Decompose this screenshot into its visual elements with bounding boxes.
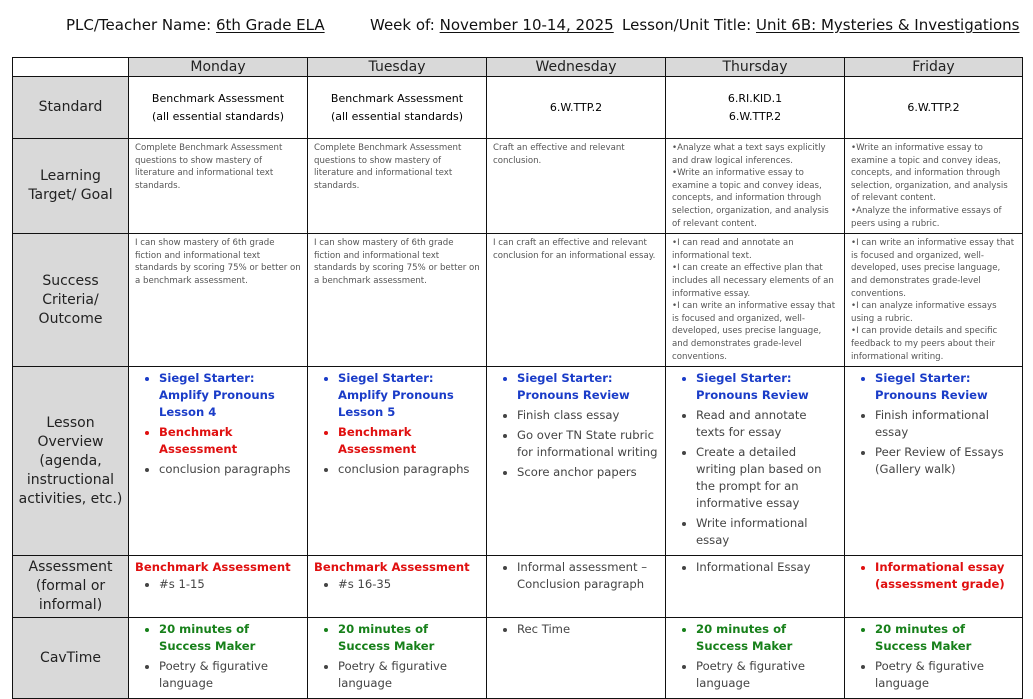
list-item: • Rec Time [517,621,659,638]
learning-target-cell-friday [845,139,1023,234]
day-thursday: Thursday [666,58,845,77]
list-item: • 20 minutes of Success Maker [696,621,838,655]
text-line: •Analyze what a text says explicitly and draw logical inferences. [672,143,826,166]
text-line: •Write an informative essay to examine a topic and convey ideas, concepts, and information through selection, organization, and analysis of relevant content. [851,143,1008,204]
lesson-title-field [622,16,1019,34]
text-line: •Analyze the informative essays of peers using a rubric. [851,205,1002,229]
lesson-label: Lesson/Unit Title: [622,16,752,34]
text-line: Complete Benchmark Assessment questions to show mastery of literature and informational text standards. [314,143,462,191]
lesson-plan-table [12,57,1023,699]
cavtime-cell-friday [845,618,1023,699]
row-label-lesson-overview: Lesson Overview (agenda, instructional activities, etc.) [13,367,129,556]
week-value: November 10-14, 2025 [439,16,614,34]
standard-cell-tuesday [308,77,487,139]
day-header-row [13,58,1023,77]
list-item: • Siegel Starter: Amplify Pronouns Lesson 4 [159,370,301,421]
text-line: •Write an informative essay to examine a topic and convey ideas, concepts, and information through selection, organization, and analysis of relevant content. [672,168,829,229]
bullet-list [135,576,301,593]
bullet-list [135,370,301,478]
bullet-list [672,621,838,692]
success-criteria-cell-tuesday [308,234,487,367]
learning-target-cell-tuesday [308,139,487,234]
text-line: •I can read and annotate an informational text. [672,238,794,261]
assessment-cell-thursday [666,556,845,618]
week-field [370,16,614,34]
assessment-cell-tuesday [308,556,487,618]
lesson-overview-cell-wednesday [487,367,666,556]
teacher-value: 6th Grade ELA [215,16,325,34]
bullet-list [851,370,1016,478]
day-wednesday: Wednesday [487,58,666,77]
lesson-overview-cell-tuesday [308,367,487,556]
row-label-assessment: Assessment (formal or informal) [13,556,129,618]
cavtime-cell-thursday [666,618,845,699]
standard-cell-wednesday [487,77,666,139]
text-line: •I can analyze informative essays using a rubric. [851,301,997,324]
list-item: • Poetry & figurative language [159,658,301,692]
text-line: •I can write an informative essay that is focused and organized, well-developed, uses precise language, and demonstrates grade-level conventions. [851,238,1015,299]
assessment-heading: Benchmark Assessment [314,560,470,575]
row-success-criteria [13,234,1023,367]
list-item: • conclusion paragraphs [338,461,480,478]
list-item: • 20 minutes of Success Maker [159,621,301,655]
row-label-learning-target: Learning Target/ Goal [13,139,129,234]
text-line: I can show mastery of 6th grade fiction and informational text standards by scoring 75% or better on a benchmark assessment. [314,238,480,286]
bullet-list [135,621,301,692]
lesson-overview-cell-monday [129,367,308,556]
cavtime-cell-tuesday [308,618,487,699]
row-cavtime [13,618,1023,699]
learning-target-cell-thursday [666,139,845,234]
list-item: • Poetry & figurative language [875,658,1016,692]
list-item: • Create a detailed writing plan based on the prompt for an informative essay [696,444,838,512]
cavtime-cell-wednesday [487,618,666,699]
learning-target-cell-wednesday [487,139,666,234]
bullet-list [314,370,480,478]
bullet-list [672,559,838,576]
standard-line: 6.W.TTP.2 [728,109,782,123]
list-item: • Benchmark Assessment [159,424,301,458]
list-item: • Siegel Starter: Pronouns Review [875,370,1016,404]
assessment-heading: Benchmark Assessment [135,560,291,575]
text-line: •I can create an effective plan that includes all necessary elements of an informative essay. [672,263,834,299]
text-line: Craft an effective and relevant conclusion. [493,143,625,166]
cavtime-cell-monday [129,618,308,699]
lesson-value: Unit 6B: Mysteries & Investigations [755,16,1020,34]
bullet-list [851,621,1016,692]
assessment-cell-friday [845,556,1023,618]
list-item: • Informal assessment – Conclusion paragraph [517,559,659,593]
day-monday: Monday [129,58,308,77]
standard-line: 6.W.TTP.2 [907,100,960,114]
list-item: • Siegel Starter: Pronouns Review [696,370,838,404]
text-line: •I can provide details and specific feedback to my peers about their informational writing. [851,326,998,362]
standard-cell-thursday [666,77,845,139]
bullet-list [851,559,1016,593]
list-item: • Peer Review of Essays (Gallery walk) [875,444,1016,478]
row-lesson-overview [13,367,1023,556]
list-item: • Finish class essay [517,407,659,424]
list-item: • Informational Essay [696,559,838,576]
bullet-list [493,559,659,593]
success-criteria-cell-friday [845,234,1023,367]
bullet-list [493,370,659,481]
standard-line: Benchmark Assessment [330,91,464,105]
assessment-cell-monday [129,556,308,618]
list-item: • Poetry & figurative language [696,658,838,692]
list-item: • Siegel Starter: Pronouns Review [517,370,659,404]
list-item: • Score anchor papers [517,464,659,481]
standard-line: (all essential standards) [330,109,464,123]
text-line: I can craft an effective and relevant conclusion for an informational essay. [493,238,656,261]
lesson-overview-cell-thursday [666,367,845,556]
list-item: • Go over TN State rubric for informational writing [517,427,659,461]
success-criteria-cell-monday [129,234,308,367]
list-item: • Poetry & figurative language [338,658,480,692]
list-item: • Siegel Starter: Amplify Pronouns Lesson 5 [338,370,480,421]
assessment-cell-wednesday [487,556,666,618]
list-item: • Write informational essay [696,515,838,549]
success-criteria-cell-thursday [666,234,845,367]
lesson-overview-cell-friday [845,367,1023,556]
list-item: • 20 minutes of Success Maker [338,621,480,655]
row-label-cavtime: CavTime [13,618,129,699]
success-criteria-cell-wednesday [487,234,666,367]
text-line: I can show mastery of 6th grade fiction and informational text standards by scoring 75% or better on a benchmark assessment. [135,238,301,286]
row-learning-target [13,139,1023,234]
list-item: • #s 1-15 [159,576,301,593]
standard-cell-friday [845,77,1023,139]
corner-cell [13,58,129,77]
week-label: Week of: [370,16,435,34]
list-item: • #s 16-35 [338,576,480,593]
list-item: • Benchmark Assessment [338,424,480,458]
standard-line: 6.W.TTP.2 [549,100,603,114]
row-label-standard: Standard [13,77,129,139]
list-item: • conclusion paragraphs [159,461,301,478]
bullet-list [314,621,480,692]
text-line: •I can write an informative essay that is focused and organized, well-developed, uses precise language, and demonstrates grade-level conventions. [672,301,836,362]
list-item: • Finish informational essay [875,407,1016,441]
list-item: • 20 minutes of Success Maker [875,621,1016,655]
standard-line: 6.RI.KID.1 [727,91,783,105]
learning-target-cell-monday [129,139,308,234]
standard-line: Benchmark Assessment [151,91,285,105]
teacher-label: PLC/Teacher Name: [66,16,212,34]
bullet-list [493,621,659,638]
row-assessment [13,556,1023,618]
row-label-success-criteria: Success Criteria/ Outcome [13,234,129,367]
day-tuesday: Tuesday [308,58,487,77]
text-line: Complete Benchmark Assessment questions to show mastery of literature and informational text standards. [135,143,283,191]
row-standard [13,77,1023,139]
teacher-name-field [66,16,325,34]
day-friday: Friday [845,58,1023,77]
bullet-list [672,370,838,549]
standard-cell-monday [129,77,308,139]
list-item: • Informational essay (assessment grade) [875,559,1016,593]
list-item: • Read and annotate texts for essay [696,407,838,441]
bullet-list [314,576,480,593]
standard-line: (all essential standards) [151,109,285,123]
